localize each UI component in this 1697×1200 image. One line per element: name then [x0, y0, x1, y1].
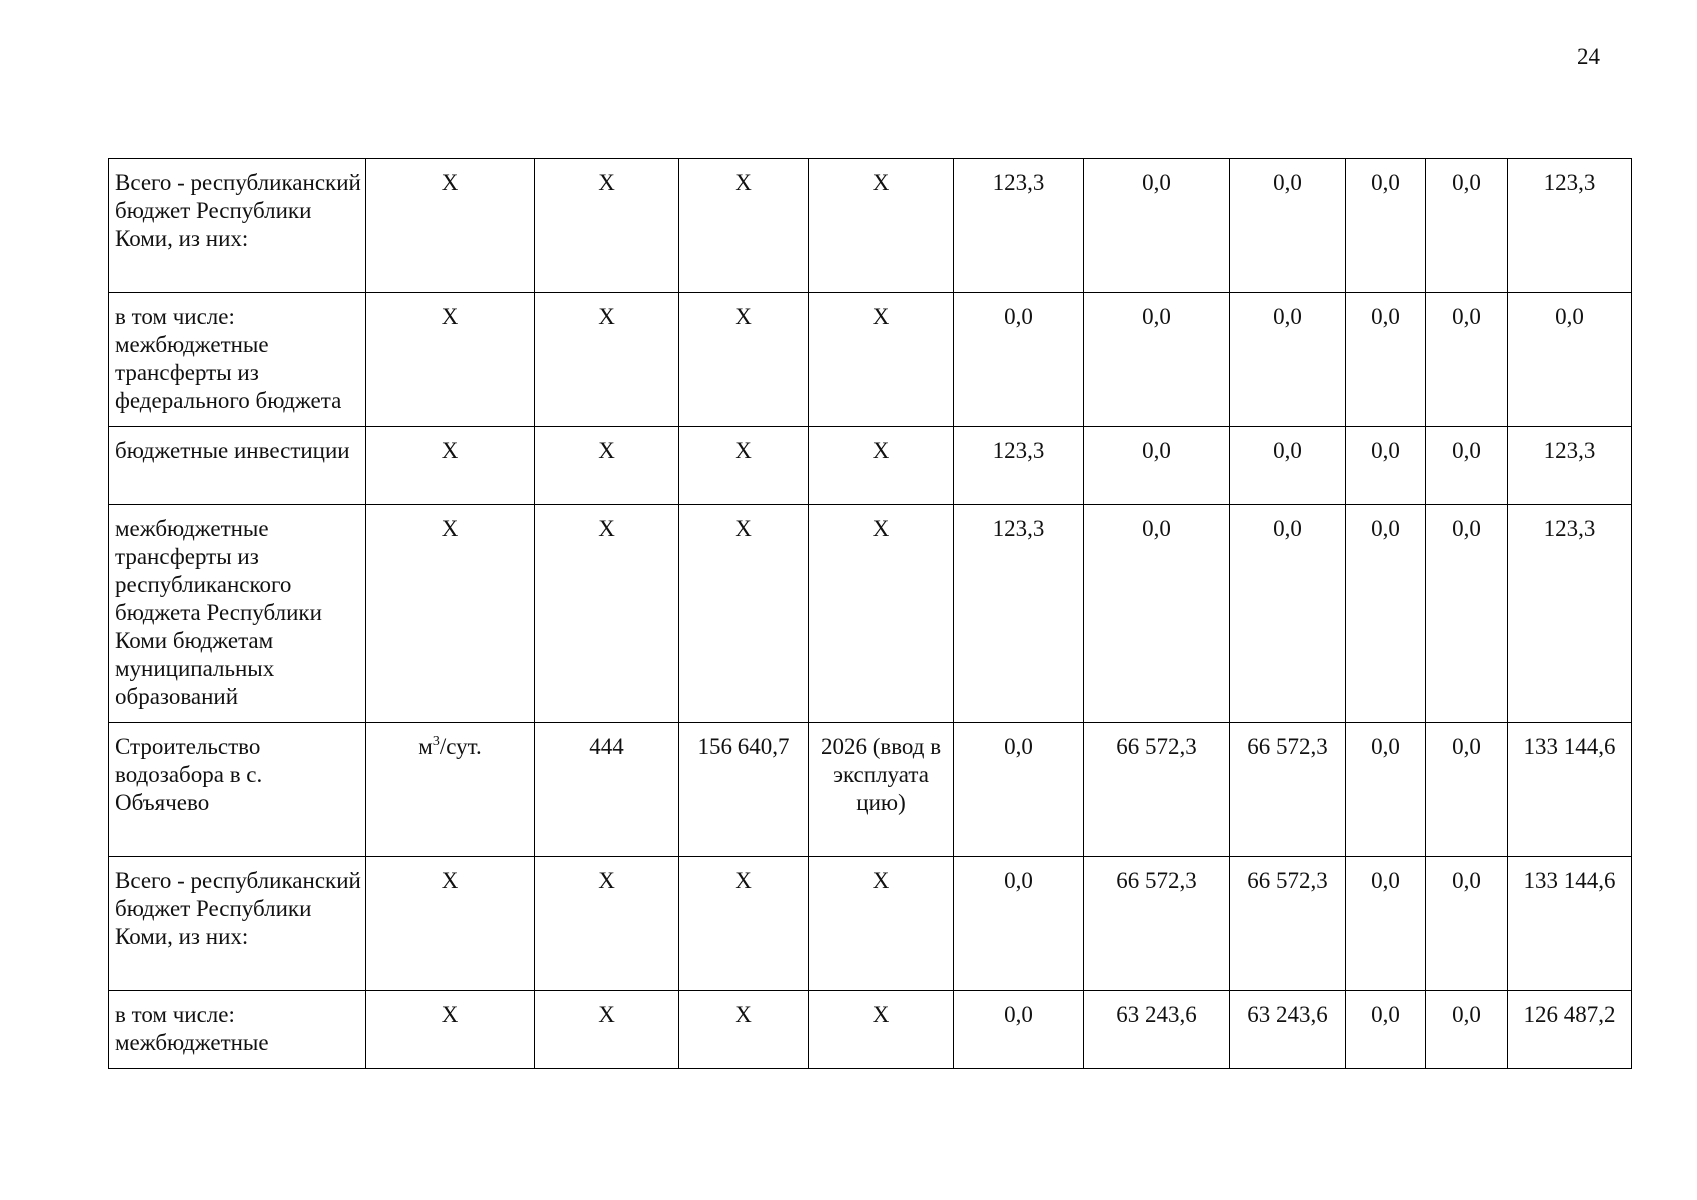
unit-cell: X: [366, 159, 535, 293]
value-cell: 66 572,3: [1230, 857, 1346, 991]
unit-cell: X: [366, 293, 535, 427]
value-cell: 0,0: [1426, 991, 1508, 1069]
value-cell: 0,0: [1230, 159, 1346, 293]
value-cell: 66 572,3: [1230, 723, 1346, 857]
unit-cell: X: [366, 857, 535, 991]
capacity-cell: 444: [535, 723, 679, 857]
value-cell: 0,0: [1084, 293, 1230, 427]
unit-cell: X: [366, 505, 535, 723]
value-cell: 0,0: [1426, 723, 1508, 857]
year-cell: 2026 (ввод в эксплуата цию): [809, 723, 954, 857]
value-cell: 0,0: [1084, 505, 1230, 723]
unit-rest: /сут.: [439, 734, 482, 759]
year-cell: X: [809, 159, 954, 293]
value-cell: 0,0: [1346, 723, 1426, 857]
year-cell: X: [809, 427, 954, 505]
capacity-cell: X: [535, 293, 679, 427]
value-cell: 0,0: [1346, 505, 1426, 723]
value-cell: 0,0: [1084, 427, 1230, 505]
capacity-cell: X: [535, 427, 679, 505]
value-cell: 0,0: [1346, 293, 1426, 427]
total-cell: 123,3: [1508, 159, 1632, 293]
value-cell: 0,0: [1230, 427, 1346, 505]
cost-cell: X: [679, 857, 809, 991]
year-cell: X: [809, 505, 954, 723]
value-cell: 0,0: [1426, 857, 1508, 991]
value-cell: 0,0: [1426, 293, 1508, 427]
year-cell: X: [809, 991, 954, 1069]
value-cell: 63 243,6: [1084, 991, 1230, 1069]
table-row: [109, 723, 1632, 857]
row-name-cell: бюджетные инвестиции: [109, 427, 366, 505]
value-cell: 0,0: [954, 293, 1084, 427]
row-name-cell: Всего - республиканский бюджет Республики Коми, из них:: [109, 159, 366, 293]
value-cell: 0,0: [1084, 159, 1230, 293]
row-name-cell: Строительство водозабора в с. Объячево: [109, 723, 366, 857]
total-cell: 133 144,6: [1508, 723, 1632, 857]
cost-cell: X: [679, 991, 809, 1069]
unit-base: м: [418, 734, 433, 759]
unit-cell: X: [366, 427, 535, 505]
value-cell: 0,0: [1230, 293, 1346, 427]
table-row: [109, 505, 1632, 723]
value-cell: 0,0: [1346, 427, 1426, 505]
value-cell: 0,0: [1426, 159, 1508, 293]
cost-cell: X: [679, 159, 809, 293]
capacity-cell: X: [535, 505, 679, 723]
table-row: [109, 293, 1632, 427]
table-row: [109, 427, 1632, 505]
value-cell: 66 572,3: [1084, 723, 1230, 857]
unit-superscript: 3: [432, 734, 440, 749]
row-name-cell: в том числе: межбюджетные трансферты из федерального бюджета: [109, 293, 366, 427]
value-cell: 0,0: [1346, 159, 1426, 293]
table-row: [109, 857, 1632, 991]
value-cell: 0,0: [1346, 857, 1426, 991]
cost-cell: X: [679, 293, 809, 427]
value-cell: 0,0: [1426, 427, 1508, 505]
total-cell: 126 487,2: [1508, 991, 1632, 1069]
value-cell: 66 572,3: [1084, 857, 1230, 991]
value-cell: 0,0: [1426, 505, 1508, 723]
cost-cell: 156 640,7: [679, 723, 809, 857]
row-name-cell: межбюджетные трансферты из республиканского бюджета Республики Коми бюджетам муниципальных образований: [109, 505, 366, 723]
capacity-cell: X: [535, 159, 679, 293]
total-cell: 0,0: [1508, 293, 1632, 427]
value-cell: 0,0: [1346, 991, 1426, 1069]
cost-cell: X: [679, 427, 809, 505]
unit-cell: X: [366, 991, 535, 1069]
value-cell: 0,0: [954, 857, 1084, 991]
value-cell: 123,3: [954, 505, 1084, 723]
page-number: 24: [1577, 44, 1600, 69]
row-name-cell: в том числе: межбюджетные: [109, 991, 366, 1069]
value-cell: 63 243,6: [1230, 991, 1346, 1069]
total-cell: 133 144,6: [1508, 857, 1632, 991]
value-cell: 123,3: [954, 427, 1084, 505]
table-row: [109, 991, 1632, 1069]
table-row: [109, 159, 1632, 293]
total-cell: 123,3: [1508, 505, 1632, 723]
total-cell: 123,3: [1508, 427, 1632, 505]
value-cell: 123,3: [954, 159, 1084, 293]
value-cell: 0,0: [954, 991, 1084, 1069]
value-cell: 0,0: [1230, 505, 1346, 723]
budget-table: [108, 158, 1632, 1069]
capacity-cell: X: [535, 991, 679, 1069]
year-cell: X: [809, 293, 954, 427]
capacity-cell: X: [535, 857, 679, 991]
year-cell: X: [809, 857, 954, 991]
cost-cell: X: [679, 505, 809, 723]
unit-cell: [366, 723, 535, 857]
row-name-cell: Всего - республиканский бюджет Республики Коми, из них:: [109, 857, 366, 991]
value-cell: 0,0: [954, 723, 1084, 857]
